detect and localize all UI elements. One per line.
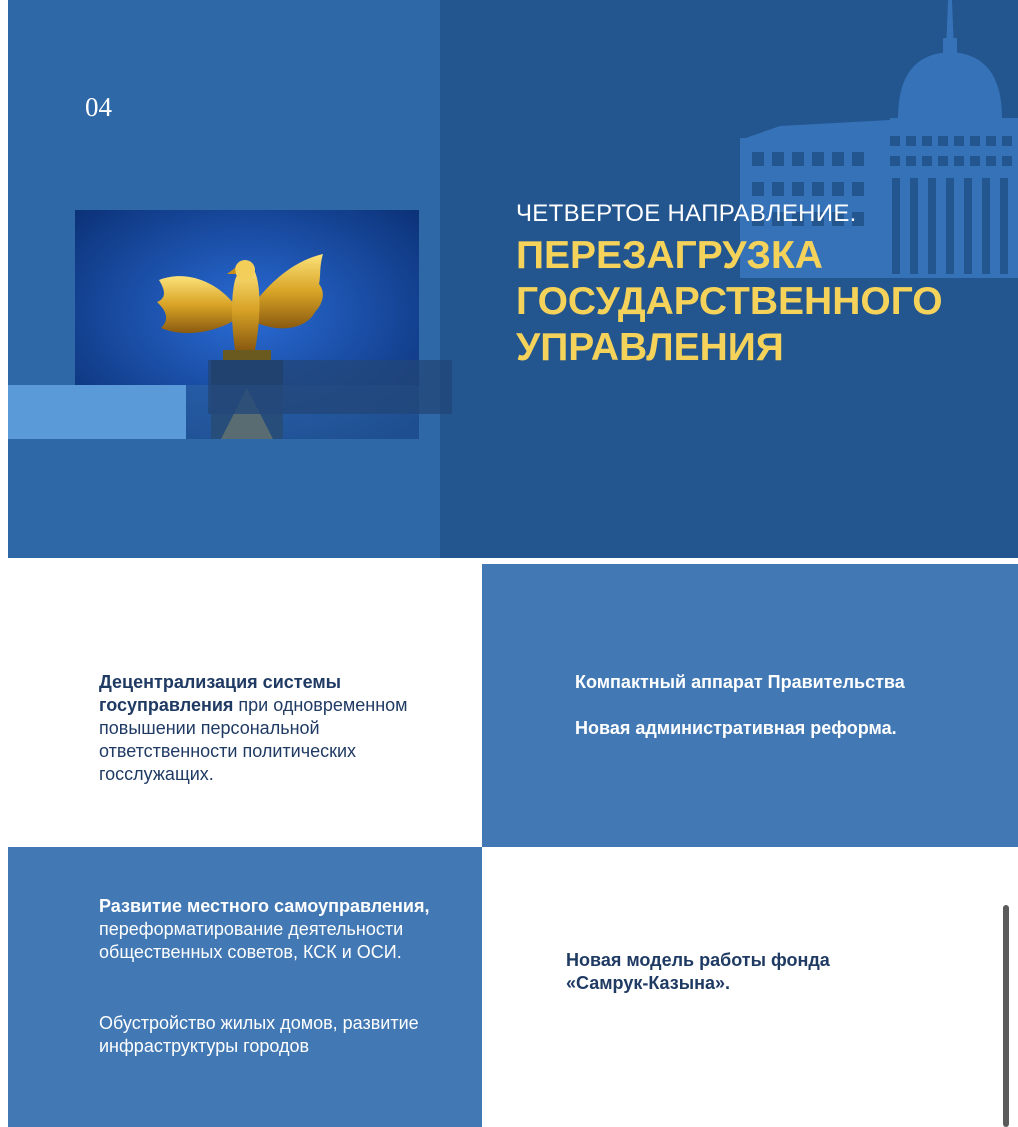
section-title: ПЕРЕЗАГРУЗКА ГОСУДАРСТВЕННОГО УПРАВЛЕНИЯ [516,234,943,369]
page-number: 04 [85,92,112,122]
accent-block-light [8,385,186,439]
decentralization-description: при одновременном повышении персональной ответственности политических госслужащих. [99,695,408,784]
housing-infrastructure-text: Обустройство жилых домов, развитие инфраструктуры городов [99,1013,419,1056]
local-government-block [8,847,482,1127]
local-government-text [99,895,449,964]
government-block [482,564,1018,847]
samruk-text: Новая модель работы фонда «Самрук-Казына». [566,950,830,993]
accent-block-dark [208,360,452,414]
section-subtitle: ЧЕТВЕРТОЕ НАПРАВЛЕНИЕ. [516,200,857,227]
decentralization-block [8,564,482,847]
local-government-heading: Развитие местного самоуправления, [99,896,430,916]
local-government-description: переформатирование деятельности общественных советов, КСК и ОСИ. [99,919,404,962]
compact-government-text: Компактный аппарат Правительства [575,672,905,692]
administrative-reform-text: Новая административная реформа. [575,718,897,738]
decentralization-text [99,671,449,786]
decentralization-heading: Децентрализация системы госуправления [99,672,342,715]
scrollbar-thumb[interactable] [1003,905,1009,1127]
samruk-block [482,847,1018,1127]
